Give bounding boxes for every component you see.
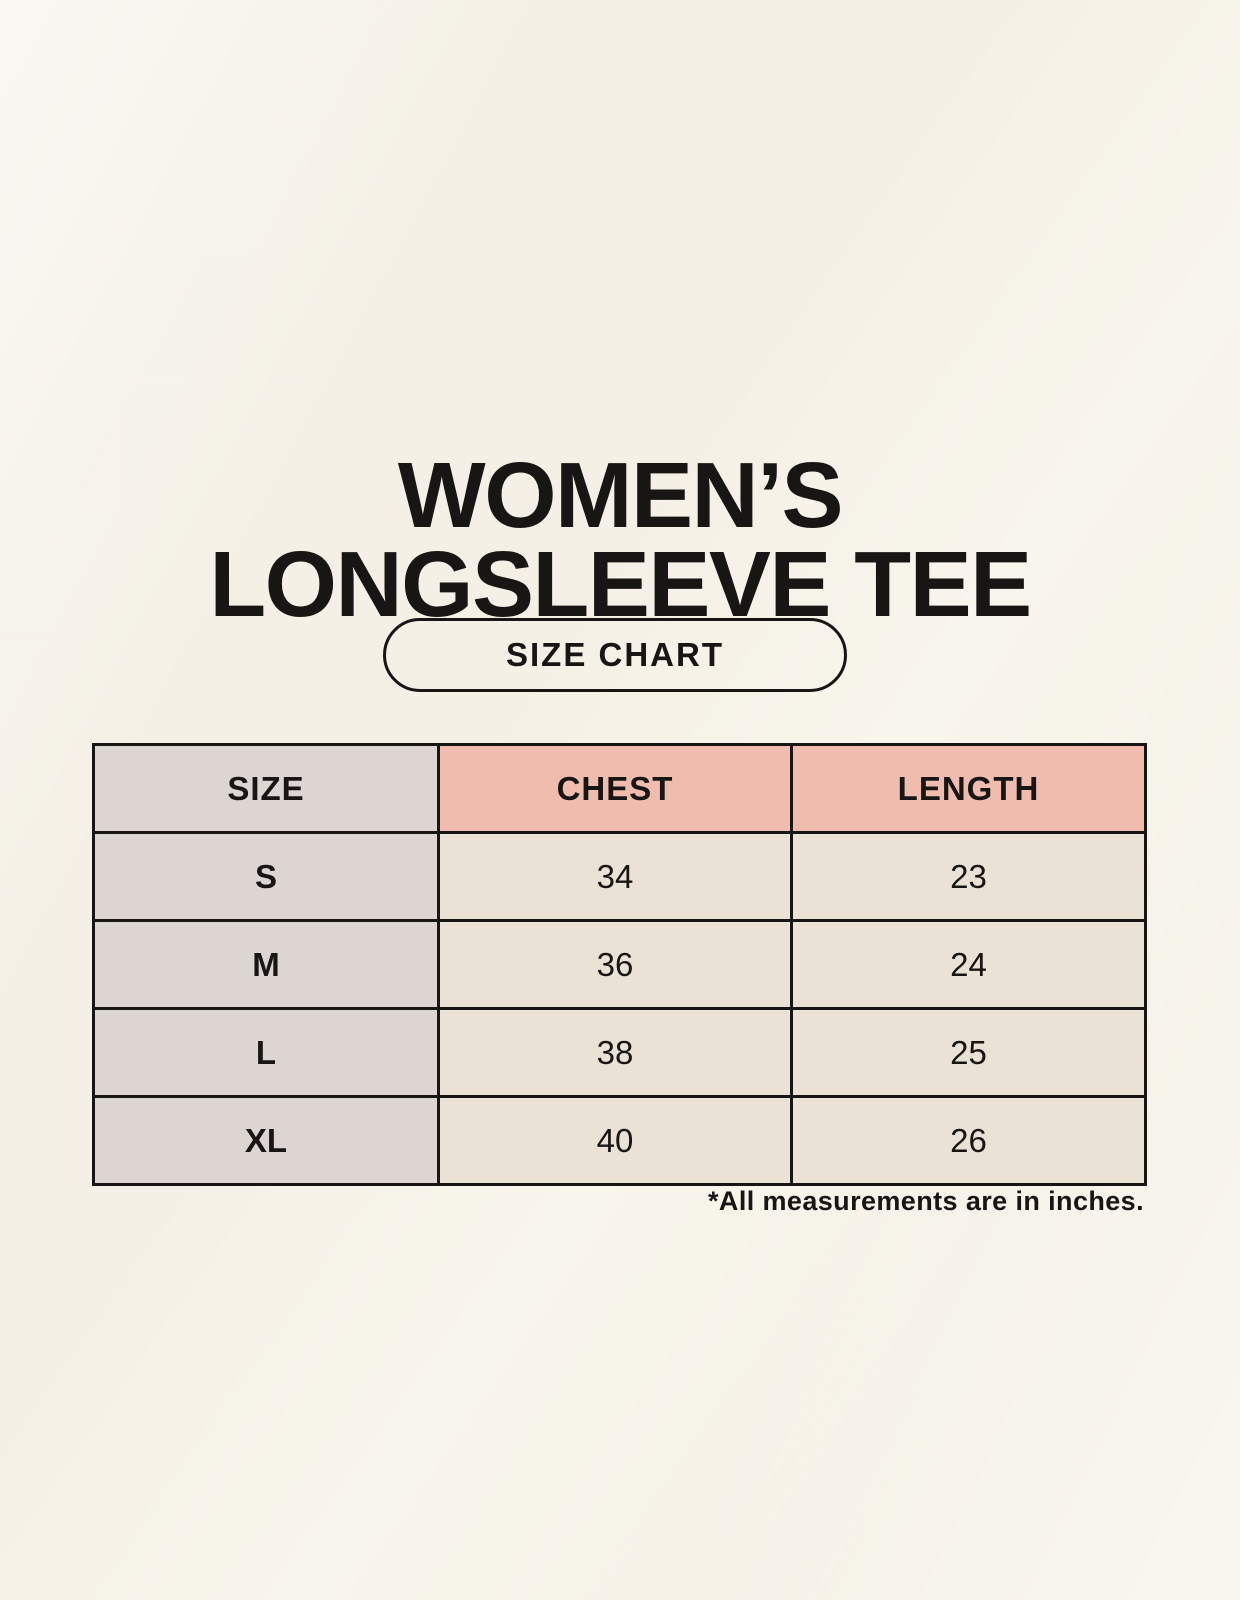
table-row-s [94, 833, 1146, 921]
table-row-xl [94, 1097, 1146, 1185]
table-header-row [94, 745, 1146, 833]
chest-cell: 36 [439, 921, 792, 1009]
size-cell: L [94, 1009, 439, 1097]
size-cell: M [94, 921, 439, 1009]
table-row-l [94, 1009, 1146, 1097]
length-column-header: LENGTH [792, 745, 1146, 833]
size-cell: XL [94, 1097, 439, 1185]
chest-cell: 38 [439, 1009, 792, 1097]
chest-cell: 40 [439, 1097, 792, 1185]
size-table [92, 743, 1147, 1186]
measurements-footnote: *All measurements are in inches. [708, 1186, 1144, 1216]
length-cell: 25 [792, 1009, 1146, 1097]
table-row-m [94, 921, 1146, 1009]
chest-cell: 34 [439, 833, 792, 921]
length-cell: 23 [792, 833, 1146, 921]
chest-column-header: CHEST [439, 745, 792, 833]
size-chart-button[interactable]: SIZE CHART [383, 618, 847, 692]
size-cell: S [94, 833, 439, 921]
page-title-line-1: WOMEN’S [397, 443, 843, 548]
size-column-header: SIZE [94, 745, 439, 833]
page-title [0, 443, 1240, 637]
page-title-line-2: LONGSLEEVE TEE [209, 532, 1031, 637]
length-cell: 26 [792, 1097, 1146, 1185]
length-cell: 24 [792, 921, 1146, 1009]
